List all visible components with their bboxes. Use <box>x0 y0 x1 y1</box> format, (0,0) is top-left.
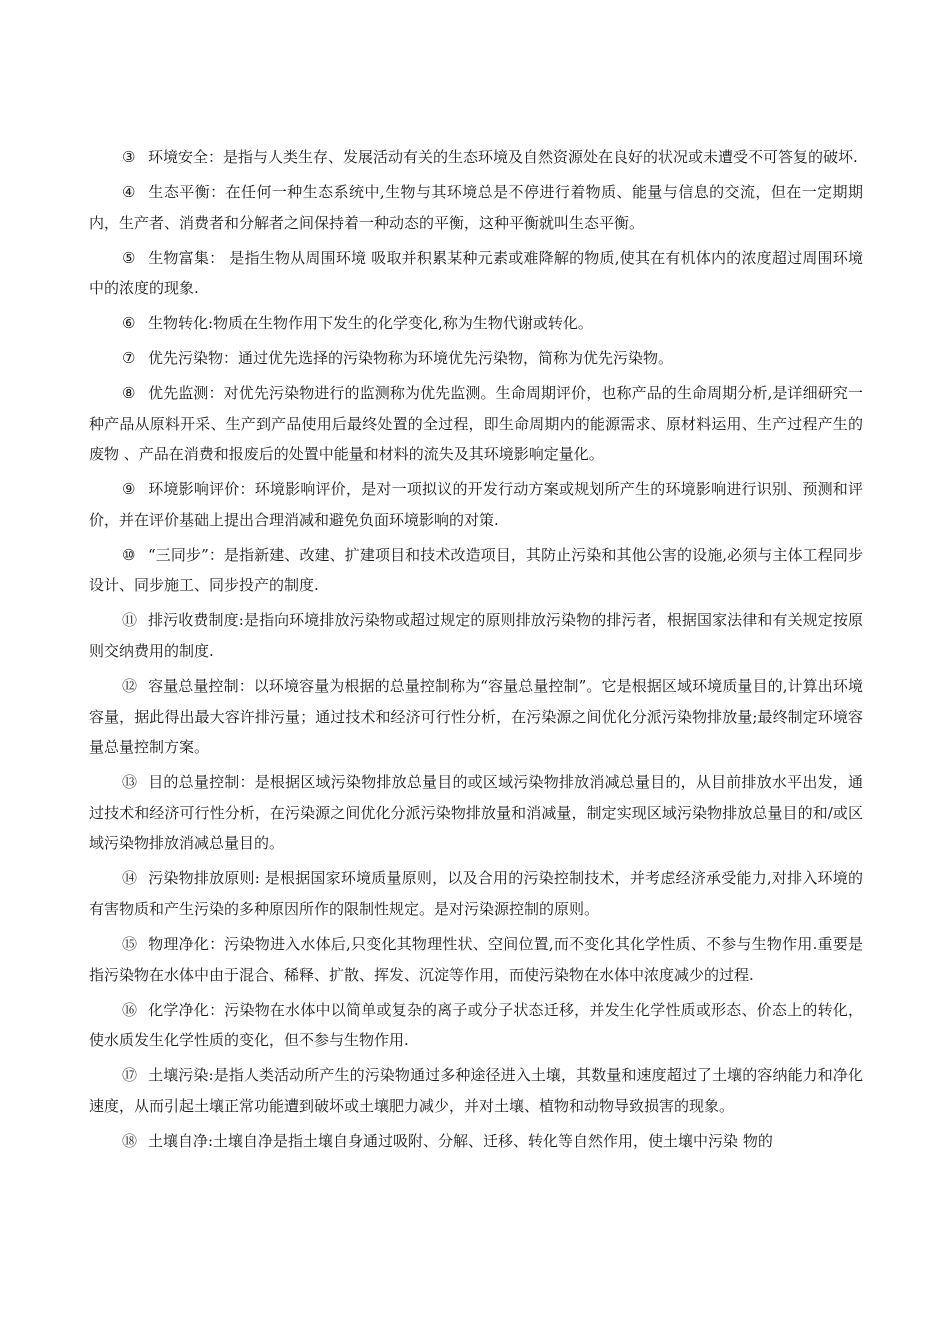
definition-item-priority-monitoring <box>89 378 863 470</box>
item-text: 环境安全：是指与人类生存、发展活动有关的生态环境及自然资源处在良好的状况或未遭受不可答复的破坏. <box>148 148 858 166</box>
item-number: ⑱ <box>122 1131 138 1150</box>
item-number: ⑤ <box>122 248 136 267</box>
definition-item-soil-pollution <box>89 1060 863 1121</box>
definition-item-ecological-balance <box>89 177 863 238</box>
item-number: ⑥ <box>122 314 136 333</box>
definition-item-eia <box>89 474 863 535</box>
definition-item-target-total-control <box>89 767 863 859</box>
item-text: 土壤污染:是指人类活动所产生的污染物通过多种途径进入土壤，其数量和速度超过了土壤的容纳能力和净化速度，从而引起土壤正常功能遭到破坏或土壤肥力减少，并对土壤、植物和动物导致损害的现象。 <box>89 1066 863 1115</box>
item-number: ④ <box>122 182 136 201</box>
definition-item-priority-pollutants <box>89 343 863 374</box>
definition-item-bioaccumulation <box>89 243 863 304</box>
item-number: ⑭ <box>122 869 138 888</box>
item-number: ⑦ <box>122 349 136 368</box>
definition-item-soil-self-purification <box>89 1126 863 1157</box>
item-text: 目的总量控制：是根据区域污染物排放总量目的或区域污染物排放消减总量目的，从目前排放水平出发，通过技术和经济可行性分析，在污染源之间优化分派污染物排放量和消减量，制定实现区域污染物排放总量目的和/或区域污染物排放消减总量目的。 <box>89 773 863 853</box>
item-text: 环境影响评价：环境影响评价，是对一项拟议的开发行动方案或规划所产生的环境影响进行识别、预测和评价，并在评价基础上提出合理消减和避免负面环境影响的对策. <box>89 480 863 529</box>
definition-item-chemical-purification <box>89 995 863 1056</box>
item-text: 生态平衡：在任何一种生态系统中,生物与其环境总是不停进行着物质、能量与信息的交流，但在一定期期内，生产者、消费者和分解者之间保持着一种动态的平衡，这种平衡就叫生态平衡。 <box>89 182 863 232</box>
definition-item-capacity-total-control <box>89 671 863 763</box>
item-text: 化学净化：污染物在水体中以简单或复杂的离子或分子状态迁移，并发生化学性质或形态、价态上的转化，使水质发生化学性质的变化，但不参与生物作用. <box>89 1000 863 1050</box>
item-number: ⑫ <box>122 677 138 696</box>
item-number: ⑬ <box>122 773 138 792</box>
item-number: ⑰ <box>122 1066 138 1085</box>
item-number: ⑧ <box>122 384 136 403</box>
item-number: ⑨ <box>122 480 136 499</box>
definition-list <box>89 142 863 1161</box>
item-text: 容量总量控制：以环境容量为根据的总量控制称为“容量总量控制”。它是根据区域环境质量目的,计算出环境容量，据此得出最大容许排污量；通过技术和经济可行性分析，在污染源之间优化分派污染物排放量;最终制定环境容量总量控制方案。 <box>89 677 863 757</box>
item-number: ⑩ <box>122 545 136 564</box>
definition-item-discharge-fee <box>89 605 863 666</box>
item-text: 物理净化：污染物进入水体后,只变化其物理性状、空间位置,而不变化其化学性质、不参与生物作用.重要是指污染物在水体中由于混合、稀释、扩散、挥发、沉淀等作用，而使污染物在水体中浓度减少的过程. <box>89 934 863 984</box>
item-text: 污染物排放原则: 是根据国家环境质量原则，以及合用的污染控制技术，并考虑经济承受能力,对排入环境的有害物质和产生污染的多种原因所作的限制性规定。是对污染源控制的原则。 <box>89 869 863 918</box>
item-number: ⑯ <box>122 1000 138 1019</box>
definition-item-biotransformation <box>89 308 863 339</box>
definition-item-emission-standard <box>89 863 863 924</box>
item-text: 优先污染物：通过优先选择的污染物称为环境优先污染物，简称为优先污染物。 <box>148 349 674 368</box>
item-text: 优先监测：对优先污染物进行的监测称为优先监测。生命周期评价，也称产品的生命周期分析,是详细研究一种产品从原料开采、生产到产品使用后最终处置的全过程，即生命周期内的能源需求、原材料运用、生产过程产生的废物 、产品在消费和报废后的处置中能量和材料的流失及其环境影响定量化。 <box>89 384 863 464</box>
item-text: 排污收费制度:是指向环境排放污染物或超过规定的原则排放污染物的排污者，根据国家法律和有关规定按原则交纳费用的制度. <box>89 611 863 661</box>
item-number: ③ <box>122 148 136 166</box>
item-number: ⑮ <box>122 934 138 953</box>
definition-item-physical-purification <box>89 929 863 990</box>
item-text: 土壤自净:土壤自净是指土壤自身通过吸附、分解、迁移、转化等自然作用，使土壤中污染 物的 <box>148 1131 773 1150</box>
item-text: 生物富集： 是指生物从周围环境 吸取并积累某种元素或难降解的物质,使其在有机体内的浓度超过周围环境中的浓度的现象. <box>89 248 863 298</box>
item-text: 生物转化:物质在生物作用下发生的化学变化,称为生物代谢或转化。 <box>148 314 593 333</box>
definition-item-three-simultaneous <box>89 540 863 601</box>
item-text: “三同步”：是指新建、改建、扩建项目和技术改造项目，其防止污染和其他公害的设施,必须与主体工程同步设计、同步施工、同步投产的制度. <box>89 545 863 595</box>
definition-item-environment-safety <box>89 142 863 173</box>
item-number: ⑪ <box>122 611 138 630</box>
